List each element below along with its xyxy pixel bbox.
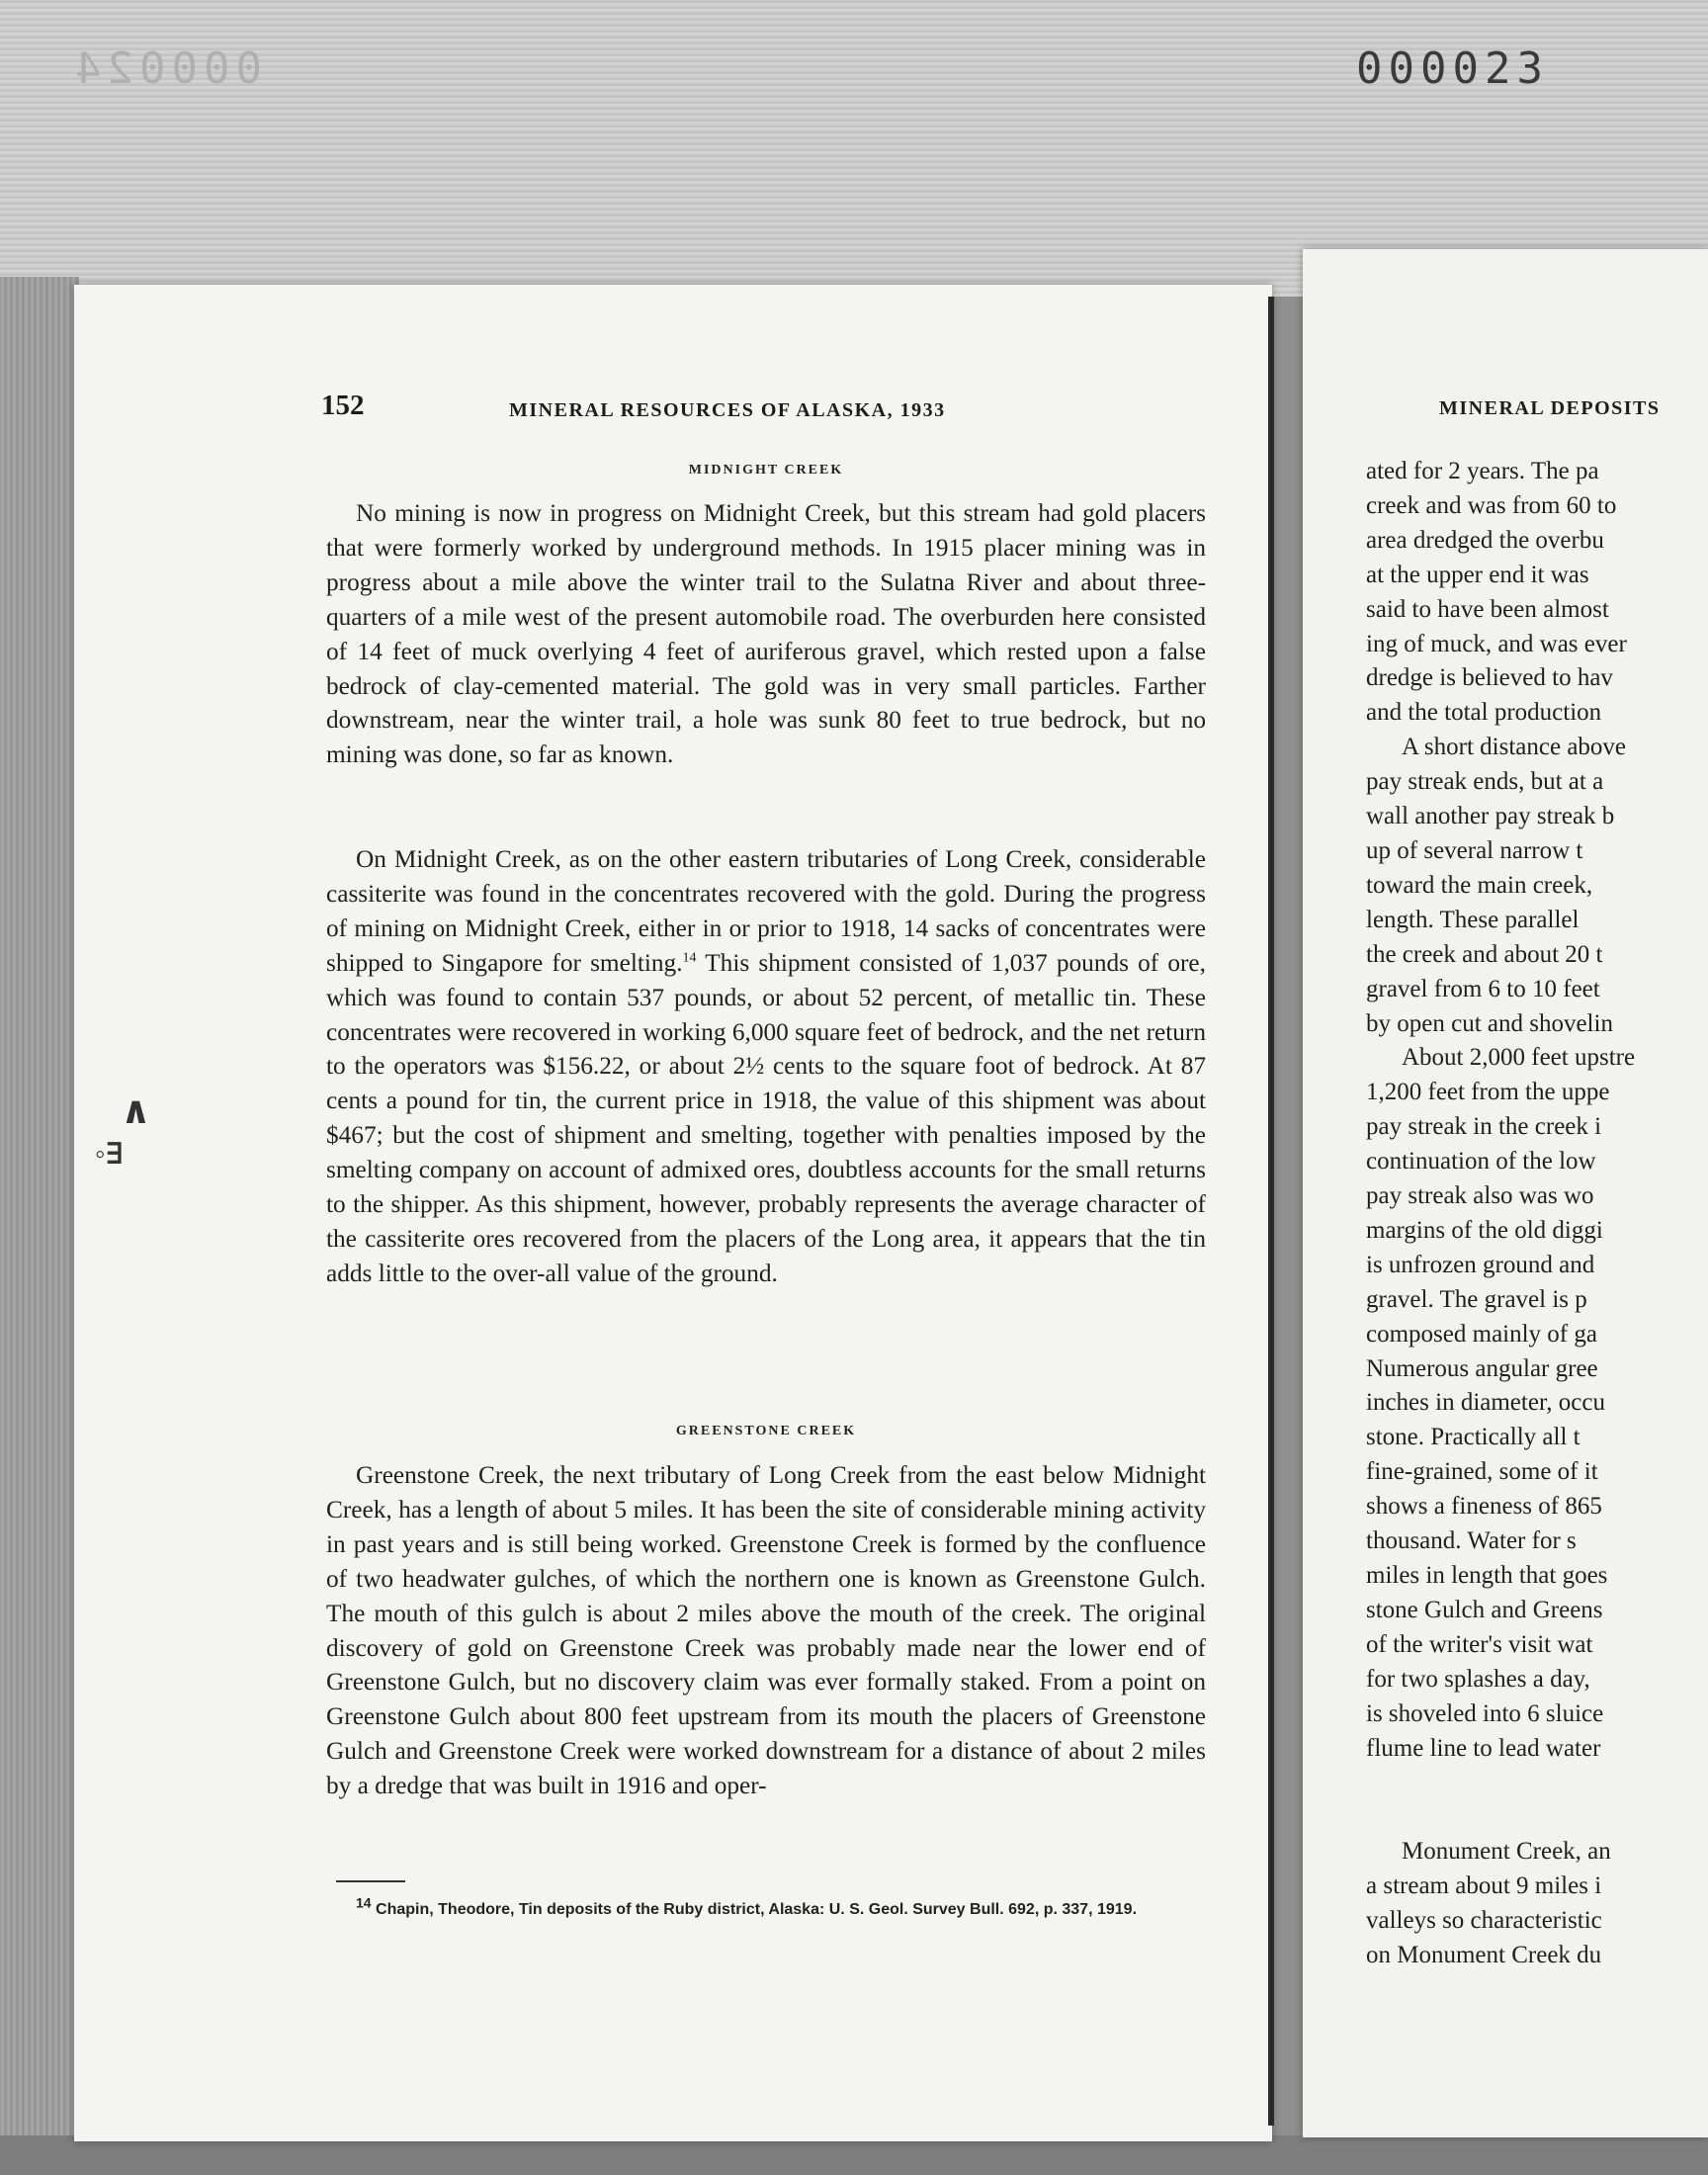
facing-line: ing of muck, and was ever — [1366, 630, 1627, 657]
facing-line: of the writer's visit wat — [1366, 1630, 1593, 1658]
facing-line: ated for 2 years. The pa — [1366, 458, 1599, 484]
footnote-text: Chapin, Theodore, Tin deposits of the Ruby district, Alaska: U. S. Geol. Survey Bull. 692, p. 337, 1919. — [376, 1901, 1138, 1918]
facing-line: the creek and about 20 t — [1366, 940, 1603, 968]
footnote-rule — [336, 1880, 405, 1882]
facing-line: Numerous angular gree — [1366, 1354, 1598, 1382]
facing-line: said to have been almost — [1366, 595, 1609, 623]
footnote-reference: 14 — [682, 950, 697, 966]
margin-mark: ◦∃ — [95, 1138, 125, 1171]
facing-line: continuation of the low — [1366, 1148, 1596, 1175]
stamp-number: 000023 — [1356, 44, 1549, 94]
facing-line: dredge is believed to hav — [1366, 664, 1613, 692]
facing-line: pay streak in the creek i — [1366, 1113, 1602, 1141]
scan-background-bottom — [0, 2135, 1708, 2175]
facing-line: a stream about 9 miles i — [1366, 1872, 1602, 1900]
facing-line: length. These parallel — [1366, 906, 1580, 933]
facing-line: for two splashes a day, — [1366, 1665, 1590, 1693]
paragraph-text: On Midnight Creek, as on the other eastern tributaries of Long Creek, considerable cassiterite was found in the concentrates recovered with the gold. During the progress of mining on Midnight Creek, either in or prior to 1918, 14 sacks of concentrates were shipped to Singapore for smelting. — [326, 845, 1206, 977]
facing-line: pay streak also was wo — [1366, 1182, 1594, 1210]
facing-line: A short distance above — [1402, 734, 1627, 761]
facing-line: About 2,000 feet upstre — [1402, 1044, 1636, 1072]
facing-line: gravel. The gravel is p — [1366, 1285, 1587, 1313]
facing-line: Monument Creek, an — [1402, 1838, 1611, 1866]
facing-gap — [1366, 1766, 1708, 1835]
facing-line: composed mainly of ga — [1366, 1320, 1597, 1348]
page-header — [321, 390, 1211, 435]
paragraph: Greenstone Creek, the next tributary of Long Creek from the east below Midnight Creek, has a length of about 5 miles. It has been the site of considerable mining activity in past years and is still being worked. Greenstone Creek is formed by the confluence of two headwater gulches, of which the northern one is known as Greenstone Gulch. The mouth of this gulch is about 2 miles above the mouth of the creek. The original discovery of gold on Greenstone Creek was probably made near the lower end of Greenstone Gulch, but no discovery claim was ever formally staked. From a point on Greenstone Gulch about 800 feet upstream from its mouth the placers of Greenstone Gulch and Greenstone Creek were worked downstream for a distance of about 2 miles by a dredge that was built in 1916 and oper- — [326, 1461, 1206, 1800]
facing-line: is shoveled into 6 sluice — [1366, 1699, 1604, 1727]
facing-line: is unfrozen ground and — [1366, 1251, 1595, 1278]
facing-line: margins of the old diggi — [1366, 1216, 1603, 1244]
facing-line: at the upper end it was — [1366, 561, 1589, 588]
footnote — [336, 1894, 1206, 1922]
facing-line: up of several narrow t — [1366, 836, 1583, 864]
section-heading-midnight-creek: MIDNIGHT CREEK — [688, 463, 844, 478]
faded-stamp-number: 000024 — [69, 44, 262, 94]
paragraph — [326, 842, 1206, 1291]
facing-line: 1,200 feet from the uppe — [1366, 1079, 1610, 1106]
margin-mark: ∧ — [121, 1090, 151, 1132]
paragraph: No mining is now in progress on Midnight Creek, but this stream had gold placers that were formerly worked by underground methods. In 1915 placer mining was in progress about a mile above the winter trail to the Sulatna River and about three-quarters of a mile west of the present automobile road. The overburden here consisted of 14 feet of muck overlying 4 feet of auriferous gravel, which rested upon a false bedrock of clay-cemented material. The gold was in very small particles. Farther downstream, near the winter trail, a hole was sunk 80 feet to true bedrock, but no mining was done, so far as known. — [326, 499, 1206, 769]
facing-line: pay streak ends, but at a — [1366, 768, 1604, 796]
footnote-marker: 14 — [356, 1894, 372, 1911]
facing-line: wall another pay streak b — [1366, 803, 1615, 830]
facing-line: on Monument Creek du — [1366, 1942, 1602, 1969]
facing-line: toward the main creek, — [1366, 871, 1593, 899]
facing-line: flume line to lead water — [1366, 1734, 1601, 1762]
facing-line: stone Gulch and Greens — [1366, 1596, 1603, 1623]
facing-line: and the total production — [1366, 699, 1602, 727]
scan-background-left — [0, 277, 79, 2175]
section-heading-greenstone-creek: GREENSTONE CREEK — [675, 1424, 857, 1438]
facing-line: gravel from 6 to 10 feet — [1366, 975, 1600, 1002]
facing-line: valleys so characteristic — [1366, 1907, 1602, 1935]
facing-line: thousand. Water for s — [1366, 1527, 1577, 1555]
page-gutter — [1268, 297, 1274, 2126]
facing-line: fine-grained, some of it — [1366, 1458, 1598, 1486]
facing-page-running-head: MINERAL DEPOSITS — [1439, 397, 1661, 419]
facing-line: by open cut and shovelin — [1366, 1009, 1613, 1037]
facing-line: shows a fineness of 865 — [1366, 1493, 1602, 1521]
facing-line: stone. Practically all t — [1366, 1424, 1580, 1451]
facing-line: area dredged the overbu — [1366, 526, 1604, 554]
facing-line: inches in diameter, occu — [1366, 1389, 1605, 1417]
facing-line: miles in length that goes — [1366, 1562, 1608, 1589]
facing-page-text — [1366, 455, 1708, 1973]
running-head: MINERAL RESOURCES OF ALASKA, 1933 — [509, 399, 946, 421]
paragraph-text: This shipment consisted of 1,037 pounds of ore, which was found to contain 537 pounds, or about 52 percent, of metallic tin. These concentrates were recovered in working 6,000 square feet of bedrock, and the net return to the operators was $156.22, or about 2½ cents to the square foot of bedrock. At 87 cents a pound for tin, the current price in 1918, the value of this shipment was about $467; but the cost of shipment and smelting, together with penalties imposed by the smelting company on account of admixed ores, doubtless accounts for the small returns to the shipper. As this shipment, however, probably represents the average character of the cassiterite ores recovered from the placers of the Long area, it appears that the tin adds little to the over-all value of the ground. — [326, 948, 1206, 1287]
page-number: 152 — [321, 390, 365, 421]
facing-line: creek and was from 60 to — [1366, 491, 1617, 519]
